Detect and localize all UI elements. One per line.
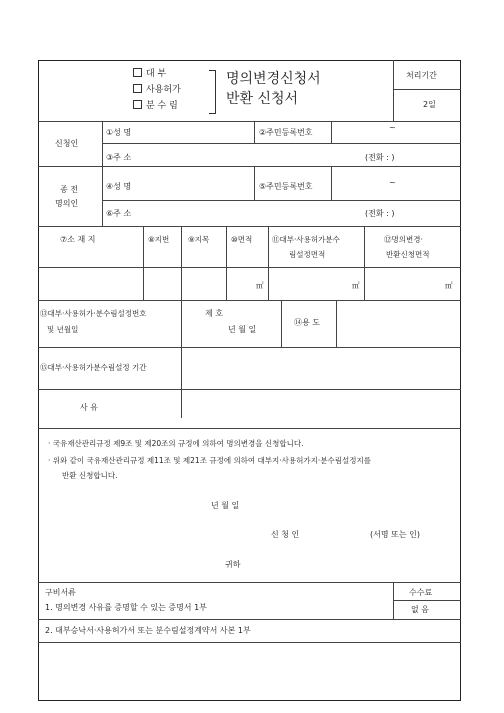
original-phone-label: (전화 : ) <box>365 209 395 218</box>
contract-no-label: 제 호 <box>205 309 223 318</box>
original-section-line2: 명의인 <box>55 199 79 208</box>
statement-applicant: 신 청 인 <box>271 530 300 539</box>
title-line2: 반환 신청서 <box>226 91 299 107</box>
statement-addressee: 귀하 <box>225 560 241 569</box>
change-area-header-line2: 반환신청면적 <box>386 250 430 259</box>
period-field[interactable] <box>182 348 460 388</box>
options-bracket <box>209 70 216 114</box>
applicant-name-field[interactable] <box>158 122 254 143</box>
reason-label: 사 유 <box>80 403 98 412</box>
statement-line1: · 국유재산관리규정 제9조 및 제20조의 규정에 의하여 명의변경을 신청합니다. <box>48 439 304 448</box>
applicant-addr-label: ③주 소 <box>106 153 132 162</box>
fee-label: 수수료 <box>409 588 433 597</box>
change-area-unit: ㎡ <box>445 281 453 290</box>
option-use-permit[interactable]: 사용허가 <box>133 84 181 95</box>
sub-area-header-line2: 림설정면적 <box>289 250 326 259</box>
original-reg-field[interactable] <box>332 167 461 200</box>
original-address-field[interactable] <box>158 201 460 225</box>
area-header: ⑩면적 <box>231 235 253 244</box>
checkbox-icon[interactable] <box>133 100 142 109</box>
area-unit: ㎡ <box>256 281 264 290</box>
contract-date-label: 년 월 일 <box>228 325 257 334</box>
applicant-reg-label: ②주민등록번호 <box>259 128 313 137</box>
statement-sign: (서명 또는 인) <box>370 530 420 539</box>
checkbox-icon[interactable] <box>133 84 142 93</box>
sub-area-unit: ㎡ <box>352 281 360 290</box>
original-section-line1: 종 전 <box>60 185 78 194</box>
applicant-reg-tilde: ~ <box>389 123 396 132</box>
original-reg-tilde: ~ <box>389 178 396 187</box>
applicant-address-field[interactable] <box>158 144 460 166</box>
documents-title: 구비서류 <box>45 588 76 597</box>
statement-line2: · 위와 같이 국유재산관리규정 제11조 및 제21조 규정에 의하여 대부지·사용허가지·분수림설정지를 <box>48 456 372 465</box>
contract-number-label-line1: ⑬대부·사용허가·분수림설정번호 <box>40 309 147 318</box>
lot-header: ⑧지번 <box>148 235 170 244</box>
original-addr-label: ⑥주 소 <box>106 209 132 218</box>
statement-line3: 반환 신청합니다. <box>62 471 118 480</box>
land-type-header: ⑨지목 <box>188 235 210 244</box>
land-type-field[interactable] <box>182 268 225 299</box>
contract-number-field[interactable] <box>182 301 281 347</box>
option-forest-share[interactable]: 분 수 림 <box>133 100 178 111</box>
location-header: ⑦소 재 지 <box>60 235 96 244</box>
processing-period-value: 2일 <box>423 100 436 109</box>
lot-field[interactable] <box>144 268 180 299</box>
checkbox-icon[interactable] <box>133 68 142 77</box>
original-name-label: ④성 명 <box>106 182 132 191</box>
option-loan[interactable]: 대 부 <box>133 68 166 79</box>
applicant-name-label: ①성 명 <box>106 128 132 137</box>
change-area-header-line1: ⑫명의변경· <box>384 235 423 244</box>
document-item-1: 1. 명의변경 사유를 증명할 수 있는 증명서 1부 <box>45 603 207 612</box>
applicant-section: 신청인 <box>55 139 79 148</box>
contract-number-label-line2: 및 년월일 <box>47 325 79 334</box>
title-line1: 명의변경신청서 <box>226 71 321 87</box>
original-name-field[interactable] <box>158 167 254 200</box>
statement-date: 년 월 일 <box>211 501 240 510</box>
applicant-reg-field[interactable] <box>332 122 461 143</box>
sub-area-field[interactable] <box>269 268 363 299</box>
original-reg-label: ⑤주민등록번호 <box>259 182 313 191</box>
sub-area-header-line1: ⑪대부·사용허가분수 <box>272 235 340 244</box>
processing-period-label: 처리기간 <box>406 71 437 80</box>
fee-value: 없 음 <box>411 605 429 614</box>
document-item-2: 2. 대부승낙서·사용허가서 또는 분수림설정계약서 사본 1부 <box>45 626 251 635</box>
reason-field[interactable] <box>182 390 460 427</box>
location-field[interactable] <box>39 268 142 299</box>
period-label: ⑮대부·사용허가분수림설정 기간 <box>40 363 147 372</box>
signature-field[interactable] <box>308 526 363 542</box>
use-field[interactable] <box>337 301 460 347</box>
use-label: ⑭용 도 <box>294 318 320 327</box>
applicant-phone-label: (전화 : ) <box>365 153 395 162</box>
